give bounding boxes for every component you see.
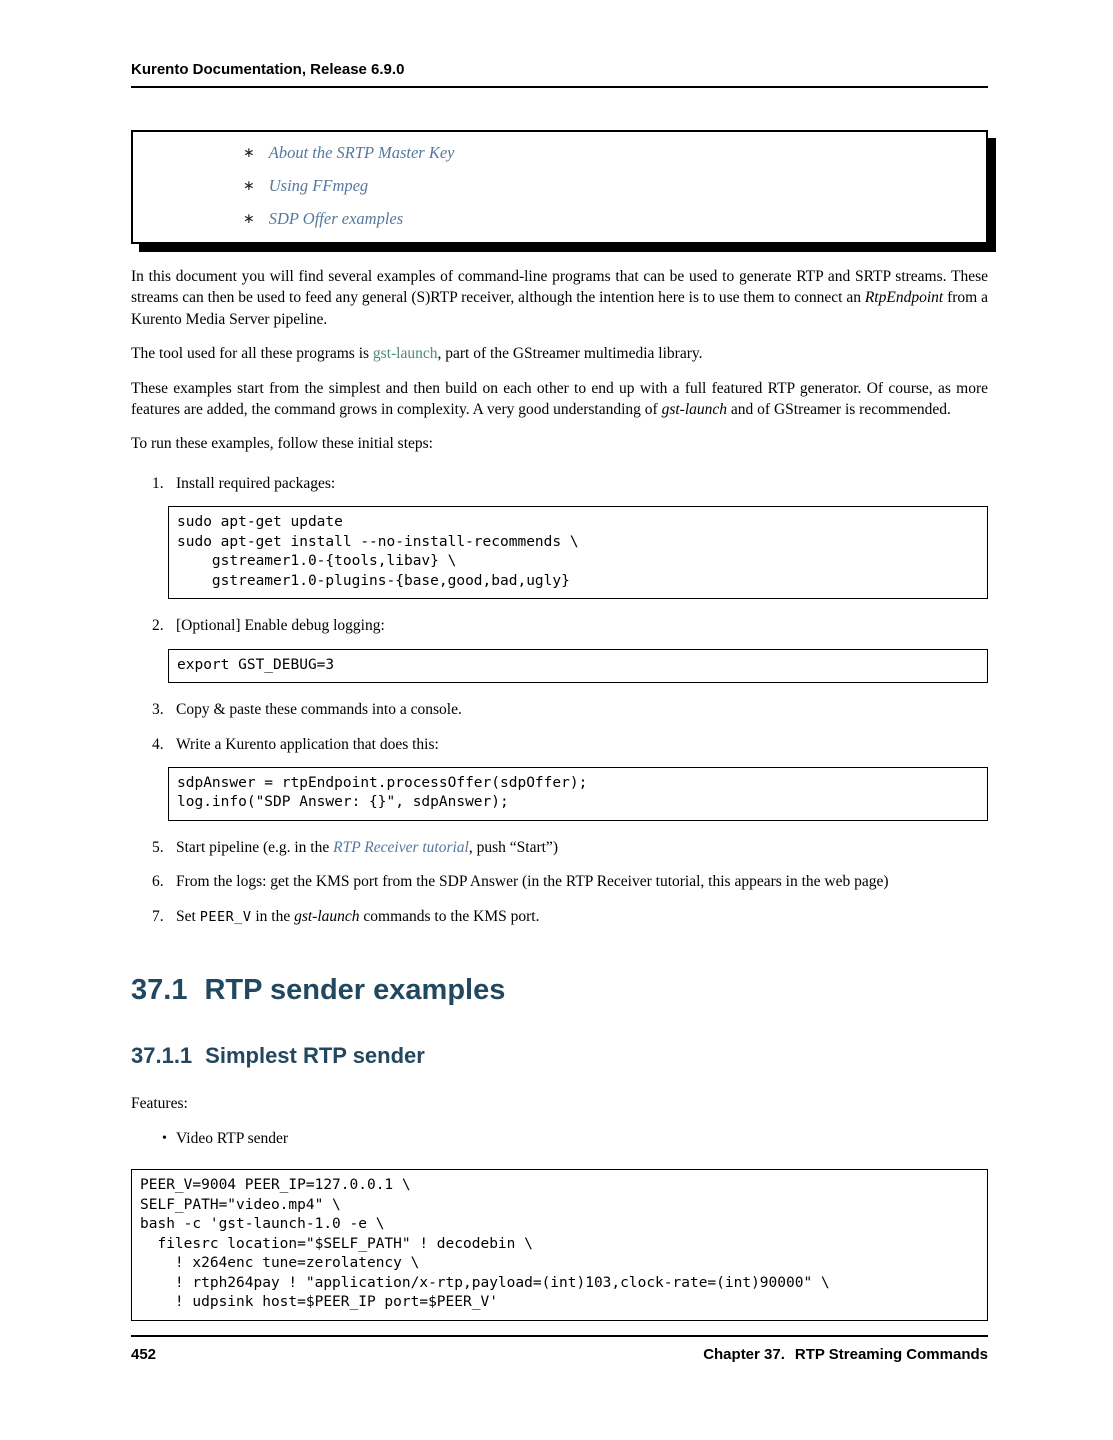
code-block-sdp-answer: sdpAnswer = rtpEndpoint.processOffer(sdpOffer); log.info("SDP Answer: {}", sdpAnswer); <box>168 767 988 821</box>
page-footer <box>131 1335 988 1363</box>
intro-paragraph-1 <box>131 266 988 330</box>
step-write-application <box>131 734 988 821</box>
step-number: 4. <box>152 735 164 753</box>
step-copy-paste <box>131 699 988 720</box>
intro-paragraph-4: To run these examples, follow these initial steps: <box>131 435 433 453</box>
feature-text: Video RTP sender <box>176 1129 289 1147</box>
step-text: commands to the KMS port. <box>359 907 540 925</box>
footer-rule <box>131 1335 988 1337</box>
steps-list <box>131 473 988 928</box>
page-content <box>131 0 988 1321</box>
link-sdp-offer-examples[interactable]: SDP Offer examples <box>268 209 404 228</box>
feature-list-item <box>131 1128 988 1149</box>
intro-paragraph-3 <box>131 378 988 421</box>
paragraph-text: from a Kurento Media Server pipeline. <box>131 289 988 328</box>
topic-item <box>243 203 976 236</box>
step-text: Write a Kurento application that does this: <box>176 735 439 753</box>
code-block-gst-launch-sender: PEER_V=9004 PEER_IP=127.0.0.1 \ SELF_PATH="video.mp4" \ bash -c 'gst-launch-1.0 -e \ filesrc location="$SELF_PATH" ! decodebin \ ! x264enc tune=zerolatency \ ! rtph264pay ! "application/x-rtp,payload=(int)103,clock-rate=(int)90000" \ ! udpsink host=$PEER_IP port=$PEER_V' <box>131 1169 988 1321</box>
step-text: Set <box>176 907 200 925</box>
subsection-number: 37.1.1 <box>131 1043 193 1069</box>
step-number: 5. <box>152 838 164 856</box>
step-number: 6. <box>152 873 164 891</box>
topic-item <box>243 170 976 203</box>
chapter-label: Chapter 37. <box>703 1346 785 1363</box>
step-text: Copy & paste these commands into a console. <box>176 701 462 719</box>
rtpendpoint-emphasis: RtpEndpoint <box>864 289 944 307</box>
gst-launch-emphasis: gst-launch <box>661 401 728 419</box>
paragraph-text: In this document you will find several examples of command-line programs that can be used to generate RTP and SRTP streams. These streams can then be used to feed any general (S)RTP receiver, although the intention here is to use them to connect an <box>131 268 988 307</box>
step-text: Start pipeline (e.g. in the <box>176 838 334 856</box>
topic-item <box>243 137 976 170</box>
footer-row <box>131 1346 988 1363</box>
step-install-packages <box>131 473 988 599</box>
step-number: 3. <box>152 701 164 719</box>
related-topics-box <box>131 130 988 244</box>
section-title: RTP sender examples <box>204 974 506 1007</box>
link-gst-launch[interactable]: gst-launch <box>372 345 438 363</box>
page-header <box>131 0 988 88</box>
step-text: , push “Start”) <box>468 838 558 856</box>
asterisk-bullet: ∗ <box>243 146 255 161</box>
step-text: in the <box>251 907 295 925</box>
peer-v-inline-code: PEER_V <box>199 908 252 925</box>
step-set-peer-v <box>131 906 988 928</box>
link-about-srtp-master-key[interactable]: About the SRTP Master Key <box>268 143 455 162</box>
features-label: Features: <box>131 1095 188 1113</box>
subsection-heading-simplest-rtp-sender <box>131 1043 988 1069</box>
subsection-title: Simplest RTP sender <box>205 1043 425 1069</box>
paragraph-text: The tool used for all these programs is <box>131 345 373 363</box>
step-start-pipeline <box>131 837 988 858</box>
link-using-ffmpeg[interactable]: Using FFmpeg <box>268 176 369 195</box>
step-number: 7. <box>152 907 164 925</box>
paragraph-text: and of GStreamer is recommended. <box>727 401 951 419</box>
chapter-title: RTP Streaming Commands <box>794 1346 988 1363</box>
header-rule <box>131 86 988 88</box>
step-text: Install required packages: <box>176 474 336 492</box>
header-title: Kurento Documentation, Release 6.9.0 <box>131 61 405 78</box>
section-heading-rtp-sender-examples <box>131 974 988 1007</box>
step-debug-logging <box>131 615 988 683</box>
step-get-kms-port <box>131 871 988 892</box>
step-number: 1. <box>152 474 164 492</box>
paragraph-text: These examples start from the simplest and then build on each other to end up with a full featured RTP generator. Of course, as more features are added, the command grows in complexity. A very good understanding of <box>131 379 988 419</box>
step-number: 2. <box>152 617 164 635</box>
link-rtp-receiver-tutorial[interactable]: RTP Receiver tutorial <box>333 838 469 856</box>
asterisk-bullet: ∗ <box>243 212 255 227</box>
code-block-gst-debug: export GST_DEBUG=3 <box>168 649 988 684</box>
code-block-apt-install: sudo apt-get update sudo apt-get install --no-install-recommends \ gstreamer1.0-{tools,libav} \ gstreamer1.0-plugins-{base,good,bad,ugly} <box>168 506 988 599</box>
section-number: 37.1 <box>131 974 188 1007</box>
footer-chapter <box>703 1346 988 1363</box>
asterisk-bullet: ∗ <box>243 179 255 194</box>
paragraph-text: , part of the GStreamer multimedia library. <box>437 345 703 363</box>
page-number: 452 <box>131 1346 157 1363</box>
intro-paragraph-2 <box>131 343 988 364</box>
gst-launch-emphasis: gst-launch <box>294 907 360 925</box>
step-text: From the logs: get the KMS port from the SDP Answer (in the RTP Receiver tutorial, this appears in the web page) <box>176 873 889 891</box>
step-text: [Optional] Enable debug logging: <box>176 617 385 635</box>
bullet-dot: • <box>162 1130 167 1146</box>
